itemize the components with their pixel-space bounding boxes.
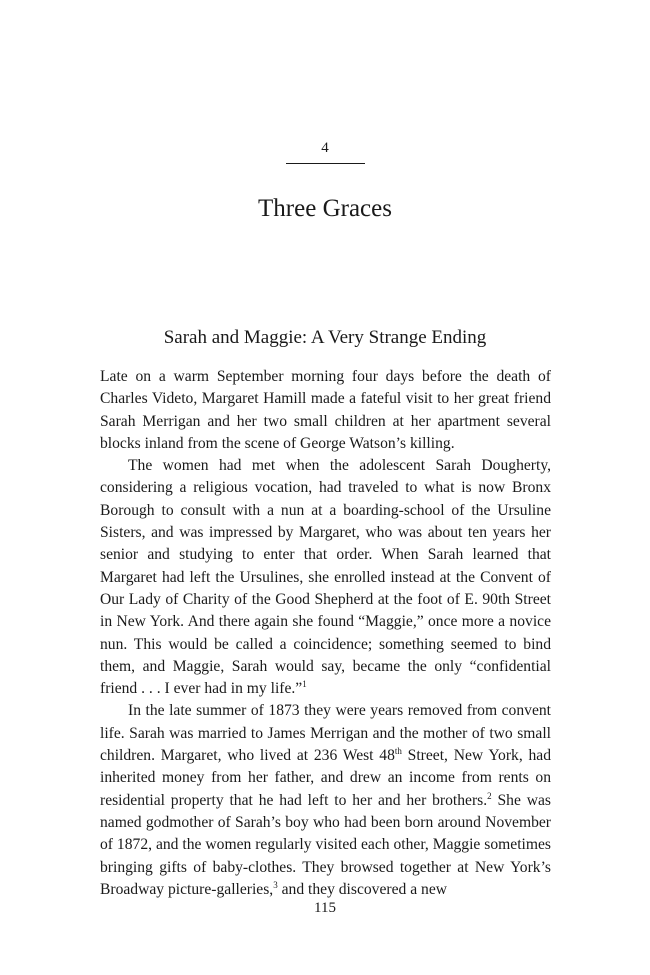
- text-run: and they discovered a new: [277, 880, 448, 898]
- text-run: Street, New York, had inherited money from her father, and drew an income from rents on residential property that he had left to her and her brothers.: [100, 747, 551, 809]
- footnote-ref[interactable]: 1: [302, 678, 307, 689]
- text-run: The women had met when the adolescent Sarah Dougherty, considering a religious vocation, had traveled to what is now Bronx Borough to consult with a nun at a boarding-school of the Ursuline Sisters, and was impressed by Margaret, who was about ten years her senior and studying to enter that order. When Sarah learned that Margaret had left the Ursulines, she enrolled instead at the Convent of Our Lady of Charity of the Good Shepherd at the foot of E. 90th Street in New York. And there again she found “Maggie,” once more a novice nun. This would be called a coincidence; something seemed to bind them, and Maggie, Sarah would say, became the only “confidential friend . . . I ever had in my life.”: [100, 457, 551, 698]
- chapter-rule: [286, 163, 365, 164]
- ordinal-suffix: th: [394, 745, 402, 756]
- paragraph: [100, 366, 551, 455]
- footnote-ref[interactable]: 2: [487, 790, 492, 801]
- chapter-title: Three Graces: [258, 195, 392, 222]
- text-run: She was named godmother of Sarah’s boy who had been born around November of 1872, and the women regularly visited each other, Maggie sometimes bringing gifts of baby-clothes. They browsed together at New York’s Broadway picture-galleries,: [100, 791, 551, 898]
- text-run: In the late summer of 1873 they were years removed from convent life. Sarah was married to James Merrigan and the mother of two small children. Margaret, who lived at 236 West 48: [100, 702, 551, 765]
- paragraph: [100, 700, 551, 901]
- footnote-ref[interactable]: 3: [273, 879, 278, 890]
- body-text: [100, 366, 551, 901]
- text-run: Late on a warm September morning four days before the death of Charles Videto, Margaret Hamill made a fateful visit to her great friend Sarah Merrigan and her two small children at her apartment several blocks inland from the scene of George Watson’s killing.: [100, 368, 551, 452]
- paragraph: [100, 455, 551, 700]
- chapter-number: 4: [321, 140, 329, 156]
- section-heading: Sarah and Maggie: A Very Strange Ending: [163, 327, 487, 348]
- page-number: 115: [314, 900, 336, 916]
